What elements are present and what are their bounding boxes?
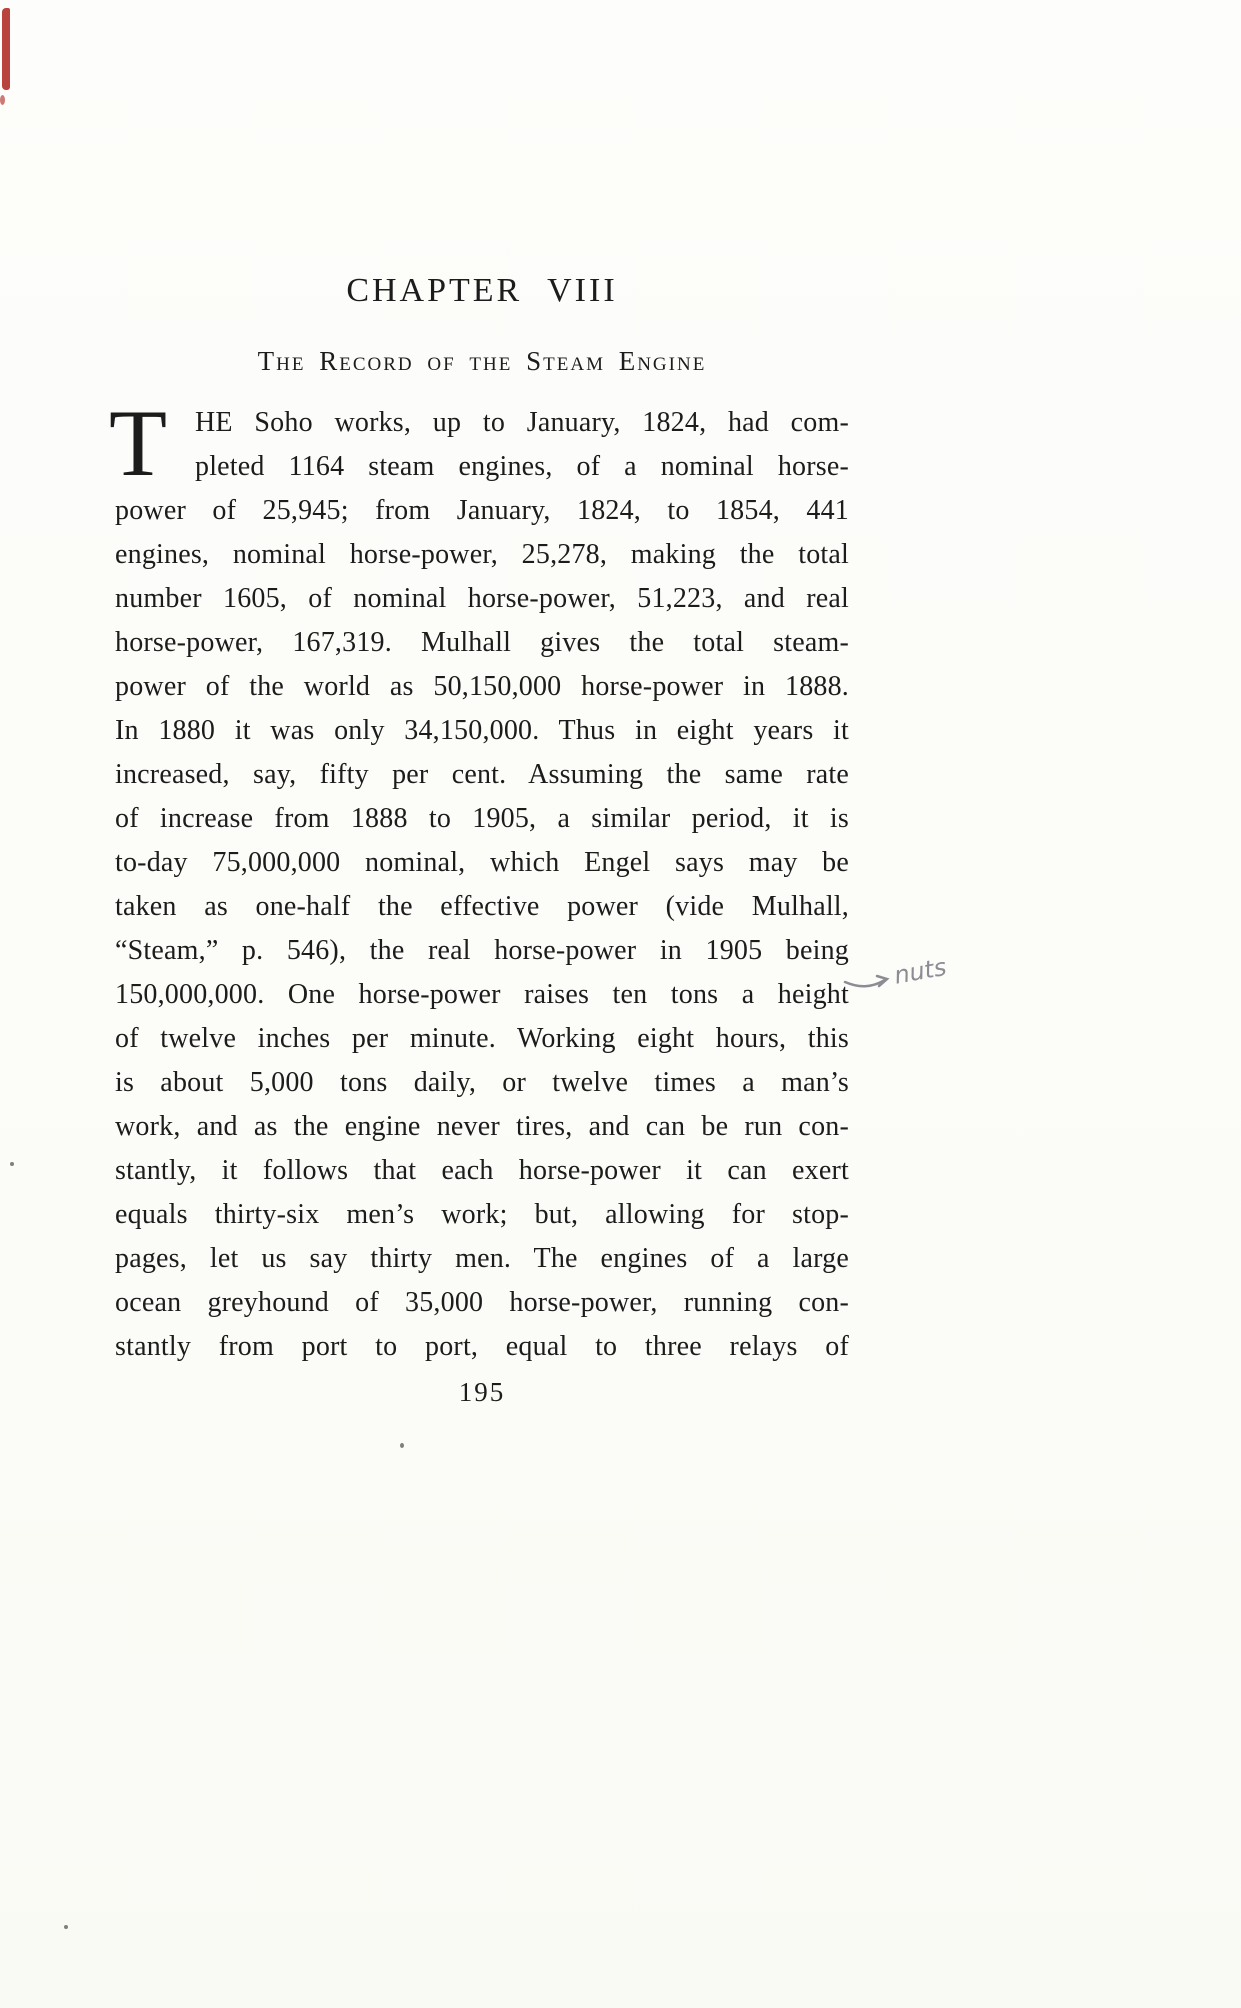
annotation-graphic [843,948,993,1008]
body-line: stantly from port to port, equal to three relays of [115,1331,849,1362]
body-line: number 1605, of nominal horse-power, 51,223, and real [115,583,849,614]
scan-speck [400,1443,404,1448]
chapter-heading: CHAPTER VIII [346,272,618,309]
body-line: of twelve inches per minute. Working eight hours, this [115,1023,849,1054]
body-line: taken as one-half the effective power (vide Mulhall, [115,891,849,922]
arrow-icon [845,976,887,986]
body-line: 150,000,000. One horse-power raises ten tons a height [115,979,849,1010]
body-line: of increase from 1888 to 1905, a similar period, it is [115,803,849,834]
body-line: power of 25,945; from January, 1824, to 1854, 441 [115,495,849,526]
body-line: work, and as the engine never tires, and can be run con- [115,1111,849,1142]
drop-cap-initial: T [109,390,168,496]
scan-speck [64,1925,68,1929]
red-binding-speck [0,95,5,105]
body-line: equals thirty-six men’s work; but, allowing for stop- [115,1199,849,1230]
body-line: ocean greyhound of 35,000 horse-power, running con- [115,1287,849,1318]
body-line: “Steam,” p. 546), the real horse-power in 1905 being [115,935,849,966]
text-block [109,270,849,1408]
scan-speck [10,1162,14,1166]
body-line: pages, let us say thirty men. The engines of a large [115,1243,849,1274]
page-number: 195 [458,1377,506,1407]
body-line: In 1880 it was only 34,150,000. Thus in eight years it [115,715,849,746]
pencil-margin-annotation [843,948,993,1008]
body-line: pleted 1164 steam engines, of a nominal horse- [195,451,849,482]
body-line: horse-power, 167,319. Mulhall gives the total steam- [115,627,849,658]
body-line: is about 5,000 tons daily, or twelve times a man’s [115,1067,849,1098]
body-line: to-day 75,000,000 nominal, which Engel says may be [115,847,849,878]
annotation-text: nuts [892,952,949,990]
body-line: increased, say, fifty per cent. Assuming the same rate [115,759,849,790]
body-line: engines, nominal horse-power, 25,278, making the total [115,539,849,570]
body-line: stantly, it follows that each horse-power it can exert [115,1155,849,1186]
body-line: HE Soho works, up to January, 1824, had com- [195,407,849,438]
red-binding-mark [2,8,10,90]
body-paragraph [109,390,849,1369]
body-line: power of the world as 50,150,000 horse-power in 1888. [115,671,849,702]
section-heading: The Record of the Steam Engine [257,346,707,376]
body-paragraph-lines [115,401,849,1369]
